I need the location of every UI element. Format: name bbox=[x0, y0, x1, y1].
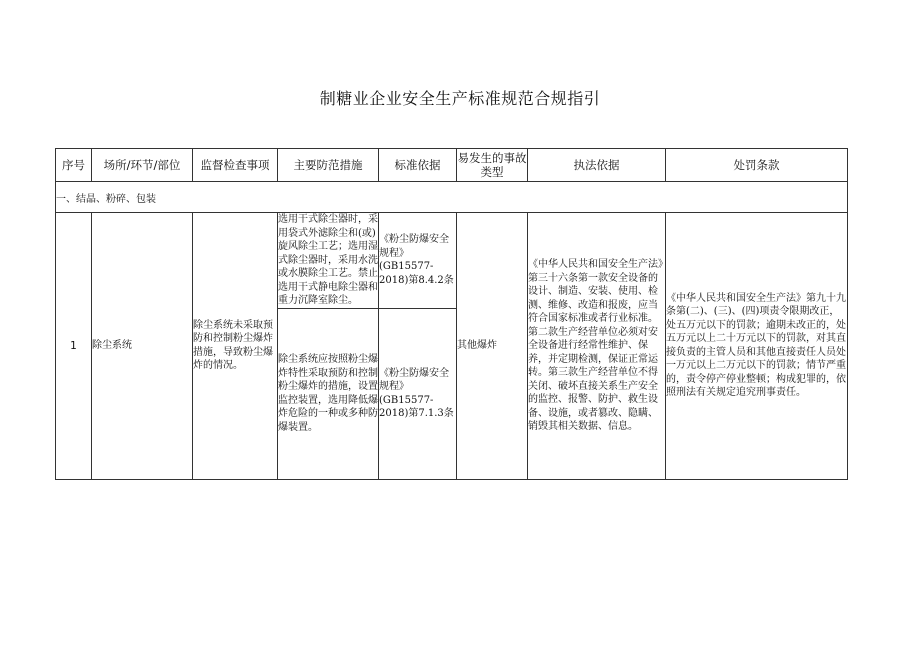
row-penalty: 《中华人民共和国安全生产法》第九十九条第(二)、(三)、(四)项责令限期改正，处五万元以下的罚款；逾期未改正的，处五万元以上二十万元以下的罚款，对其直接负责的主管人员和其他直接责任人员处一万元以上二万元以下的罚款；情节严重的，责令停产停业整顿；构成犯罪的，依照刑法有关规定追究刑事责任。 bbox=[666, 213, 848, 480]
row-check: 除尘系统未采取预防和控制粉尘爆炸措施，导致粉尘爆炸的情况。 bbox=[193, 213, 278, 480]
row-standard-2: 《粉尘防爆安全规程》(GB15577-2018)第7.1.3条 bbox=[379, 308, 457, 479]
row-measure-2: 除尘系统应按照粉尘爆炸特性采取预防和控制粉尘爆炸的措施，设置监控装置，选用降低爆炸危险的一种或多种防爆装置。 bbox=[278, 308, 379, 479]
compliance-table bbox=[55, 148, 848, 480]
header-accident: 易发生的事故类型 bbox=[457, 149, 528, 182]
row-law: 《中华人民共和国安全生产法》第三十六条第一款安全设备的设计、制造、安装、使用、检测、维修、改造和报废，应当符合国家标准或者行业标准。第二款生产经营单位必须对安全设备进行经常性维护、保养，并定期检测，保证正常运转。第三款生产经营单位不得关闭、破坏直接关系生产安全的监控、报警、防护、救生设备、设施，或者篡改、隐瞒、销毁其相关数据、信息。 bbox=[528, 213, 666, 480]
section-label: 一、结晶、粉碎、包装 bbox=[56, 182, 848, 213]
row-measure-1: 选用干式除尘器时，采用袋式外滤除尘和(或)旋风除尘工艺；选用湿式除尘器时，采用水洗或水膜除尘工艺。禁止选用干式静电除尘器和重力沉降室除尘。 bbox=[278, 214, 378, 306]
header-check: 监督检查事项 bbox=[193, 149, 278, 182]
row-standard-1: 《粉尘防爆安全规程》(GB15577-2018)第8.4.2条 bbox=[379, 213, 457, 309]
header-measures: 主要防范措施 bbox=[278, 149, 379, 182]
row-seq: 1 bbox=[56, 213, 92, 480]
table-row bbox=[56, 213, 848, 309]
header-penalty: 处罚条款 bbox=[666, 149, 848, 182]
section-row bbox=[56, 182, 848, 213]
header-standard: 标准依据 bbox=[379, 149, 457, 182]
header-law: 执法依据 bbox=[528, 149, 666, 182]
header-row bbox=[56, 149, 848, 182]
header-seq: 序号 bbox=[56, 149, 92, 182]
row-accident: 其他爆炸 bbox=[457, 213, 528, 480]
header-place: 场所/环节/部位 bbox=[92, 149, 193, 182]
row-place: 除尘系统 bbox=[92, 213, 193, 480]
document-title: 制糖业企业安全生产标准规范合规指引 bbox=[319, 89, 601, 108]
